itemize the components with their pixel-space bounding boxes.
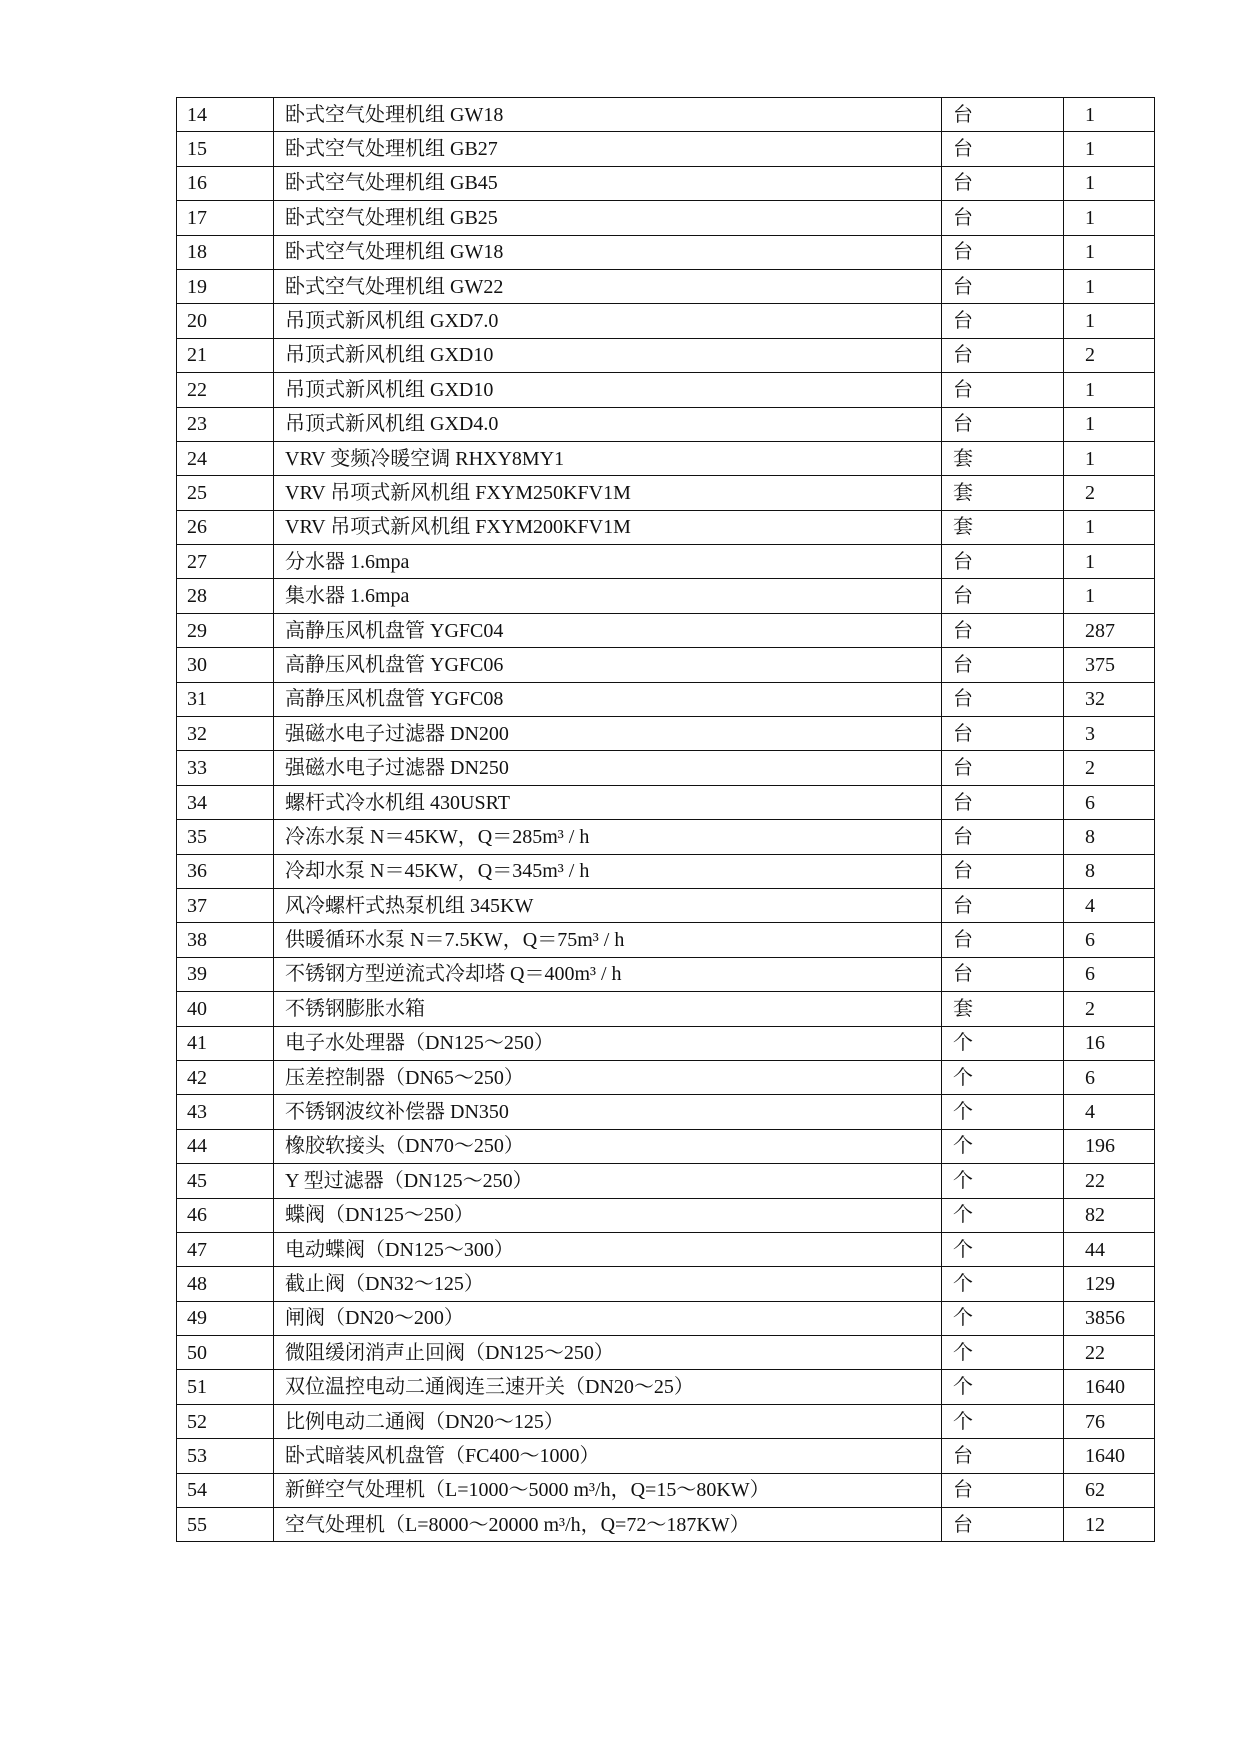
quantity-cell: 2: [1064, 751, 1155, 785]
table-row: [177, 1404, 1155, 1438]
unit-cell: 台: [942, 373, 1064, 407]
quantity-cell: 3856: [1064, 1301, 1155, 1335]
table-row: [177, 751, 1155, 785]
item-name-cell: 新鲜空气处理机（L=1000～5000 m³/h，Q=15～80KW）: [274, 1473, 942, 1507]
table-row: [177, 1060, 1155, 1094]
unit-cell: 套: [942, 476, 1064, 510]
unit-cell: 台: [942, 682, 1064, 716]
item-name-cell: 蝶阀（DN125～250）: [274, 1198, 942, 1232]
item-name-cell: VRV 吊项式新风机组 FXYM200KFV1M: [274, 510, 942, 544]
quantity-cell: 1: [1064, 441, 1155, 475]
quantity-cell: 196: [1064, 1129, 1155, 1163]
quantity-cell: 8: [1064, 854, 1155, 888]
row-number-cell: 47: [177, 1232, 274, 1266]
table-row: [177, 407, 1155, 441]
row-number-cell: 30: [177, 648, 274, 682]
table-row: [177, 648, 1155, 682]
table-row: [177, 201, 1155, 235]
quantity-cell: 6: [1064, 923, 1155, 957]
table-row: [177, 98, 1155, 132]
item-name-cell: 电动蝶阀（DN125～300）: [274, 1232, 942, 1266]
row-number-cell: 49: [177, 1301, 274, 1335]
item-name-cell: 集水器 1.6mpa: [274, 579, 942, 613]
quantity-cell: 4: [1064, 888, 1155, 922]
quantity-cell: 6: [1064, 1060, 1155, 1094]
table-row: [177, 717, 1155, 751]
unit-cell: 台: [942, 888, 1064, 922]
table-row: [177, 1370, 1155, 1404]
item-name-cell: 截止阀（DN32～125）: [274, 1267, 942, 1301]
item-name-cell: 冷冻水泵 N＝45KW，Q＝285m³ / h: [274, 820, 942, 854]
row-number-cell: 37: [177, 888, 274, 922]
row-number-cell: 54: [177, 1473, 274, 1507]
unit-cell: 台: [942, 304, 1064, 338]
quantity-cell: 2: [1064, 476, 1155, 510]
table-row: [177, 820, 1155, 854]
table-row: [177, 1439, 1155, 1473]
row-number-cell: 17: [177, 201, 274, 235]
item-name-cell: 分水器 1.6mpa: [274, 545, 942, 579]
table-row: [177, 1026, 1155, 1060]
table-row: [177, 854, 1155, 888]
table-row: [177, 441, 1155, 475]
table-row: [177, 579, 1155, 613]
row-number-cell: 29: [177, 613, 274, 647]
equipment-table-body: [177, 98, 1155, 1542]
item-name-cell: 卧式空气处理机组 GB45: [274, 166, 942, 200]
item-name-cell: 不锈钢方型逆流式冷却塔 Q＝400m³ / h: [274, 957, 942, 991]
table-row: [177, 166, 1155, 200]
row-number-cell: 50: [177, 1336, 274, 1370]
unit-cell: 台: [942, 717, 1064, 751]
row-number-cell: 39: [177, 957, 274, 991]
row-number-cell: 40: [177, 992, 274, 1026]
table-row: [177, 957, 1155, 991]
table-row: [177, 132, 1155, 166]
row-number-cell: 31: [177, 682, 274, 716]
row-number-cell: 51: [177, 1370, 274, 1404]
row-number-cell: 43: [177, 1095, 274, 1129]
unit-cell: 个: [942, 1267, 1064, 1301]
item-name-cell: Y 型过滤器（DN125～250）: [274, 1164, 942, 1198]
item-name-cell: 不锈钢膨胀水箱: [274, 992, 942, 1026]
unit-cell: 台: [942, 98, 1064, 132]
row-number-cell: 52: [177, 1404, 274, 1438]
table-row: [177, 613, 1155, 647]
quantity-cell: 1: [1064, 373, 1155, 407]
row-number-cell: 18: [177, 235, 274, 269]
unit-cell: 个: [942, 1370, 1064, 1404]
item-name-cell: 冷却水泵 N＝45KW，Q＝345m³ / h: [274, 854, 942, 888]
row-number-cell: 20: [177, 304, 274, 338]
quantity-cell: 6: [1064, 957, 1155, 991]
quantity-cell: 32: [1064, 682, 1155, 716]
unit-cell: 台: [942, 613, 1064, 647]
table-row: [177, 1267, 1155, 1301]
table-row: [177, 476, 1155, 510]
table-row: [177, 1095, 1155, 1129]
unit-cell: 台: [942, 820, 1064, 854]
item-name-cell: 双位温控电动二通阀连三速开关（DN20～25）: [274, 1370, 942, 1404]
row-number-cell: 36: [177, 854, 274, 888]
item-name-cell: 橡胶软接头（DN70～250）: [274, 1129, 942, 1163]
item-name-cell: 卧式空气处理机组 GW18: [274, 98, 942, 132]
unit-cell: 台: [942, 785, 1064, 819]
row-number-cell: 34: [177, 785, 274, 819]
table-row: [177, 510, 1155, 544]
quantity-cell: 1: [1064, 235, 1155, 269]
table-row: [177, 235, 1155, 269]
row-number-cell: 23: [177, 407, 274, 441]
table-row: [177, 269, 1155, 303]
unit-cell: 台: [942, 751, 1064, 785]
item-name-cell: VRV 变频冷暖空调 RHXY8MY1: [274, 441, 942, 475]
row-number-cell: 32: [177, 717, 274, 751]
table-row: [177, 304, 1155, 338]
quantity-cell: 1: [1064, 510, 1155, 544]
table-row: [177, 923, 1155, 957]
quantity-cell: 22: [1064, 1336, 1155, 1370]
unit-cell: 台: [942, 854, 1064, 888]
row-number-cell: 21: [177, 338, 274, 372]
item-name-cell: 吊顶式新风机组 GXD10: [274, 338, 942, 372]
unit-cell: 个: [942, 1232, 1064, 1266]
row-number-cell: 25: [177, 476, 274, 510]
quantity-cell: 8: [1064, 820, 1155, 854]
quantity-cell: 3: [1064, 717, 1155, 751]
unit-cell: 台: [942, 201, 1064, 235]
quantity-cell: 82: [1064, 1198, 1155, 1232]
item-name-cell: 卧式空气处理机组 GW18: [274, 235, 942, 269]
table-row: [177, 785, 1155, 819]
quantity-cell: 22: [1064, 1164, 1155, 1198]
unit-cell: 台: [942, 957, 1064, 991]
item-name-cell: 螺杆式冷水机组 430USRT: [274, 785, 942, 819]
unit-cell: 套: [942, 441, 1064, 475]
unit-cell: 个: [942, 1095, 1064, 1129]
item-name-cell: 比例电动二通阀（DN20～125）: [274, 1404, 942, 1438]
unit-cell: 个: [942, 1301, 1064, 1335]
item-name-cell: 高静压风机盘管 YGFC06: [274, 648, 942, 682]
item-name-cell: 压差控制器（DN65～250）: [274, 1060, 942, 1094]
row-number-cell: 28: [177, 579, 274, 613]
item-name-cell: 高静压风机盘管 YGFC04: [274, 613, 942, 647]
quantity-cell: 62: [1064, 1473, 1155, 1507]
row-number-cell: 38: [177, 923, 274, 957]
quantity-cell: 129: [1064, 1267, 1155, 1301]
item-name-cell: 强磁水电子过滤器 DN250: [274, 751, 942, 785]
item-name-cell: 卧式暗装风机盘管（FC400～1000）: [274, 1439, 942, 1473]
table-row: [177, 1232, 1155, 1266]
row-number-cell: 14: [177, 98, 274, 132]
unit-cell: 台: [942, 1508, 1064, 1542]
unit-cell: 台: [942, 407, 1064, 441]
item-name-cell: 电子水处理器（DN125～250）: [274, 1026, 942, 1060]
quantity-cell: 1: [1064, 201, 1155, 235]
unit-cell: 台: [942, 338, 1064, 372]
item-name-cell: 微阻缓闭消声止回阀（DN125～250）: [274, 1336, 942, 1370]
quantity-cell: 1640: [1064, 1370, 1155, 1404]
table-row: [177, 1198, 1155, 1232]
unit-cell: 台: [942, 132, 1064, 166]
quantity-cell: 2: [1064, 338, 1155, 372]
quantity-cell: 2: [1064, 992, 1155, 1026]
row-number-cell: 41: [177, 1026, 274, 1060]
unit-cell: 个: [942, 1026, 1064, 1060]
table-row: [177, 1164, 1155, 1198]
table-row: [177, 888, 1155, 922]
item-name-cell: VRV 吊项式新风机组 FXYM250KFV1M: [274, 476, 942, 510]
unit-cell: 个: [942, 1060, 1064, 1094]
row-number-cell: 15: [177, 132, 274, 166]
quantity-cell: 1: [1064, 545, 1155, 579]
item-name-cell: 吊顶式新风机组 GXD10: [274, 373, 942, 407]
item-name-cell: 供暖循环水泵 N＝7.5KW，Q＝75m³ / h: [274, 923, 942, 957]
item-name-cell: 高静压风机盘管 YGFC08: [274, 682, 942, 716]
row-number-cell: 53: [177, 1439, 274, 1473]
equipment-table: [176, 97, 1155, 1542]
unit-cell: 个: [942, 1404, 1064, 1438]
item-name-cell: 不锈钢波纹补偿器 DN350: [274, 1095, 942, 1129]
unit-cell: 个: [942, 1164, 1064, 1198]
table-row: [177, 1508, 1155, 1542]
table-row: [177, 1129, 1155, 1163]
unit-cell: 个: [942, 1198, 1064, 1232]
row-number-cell: 55: [177, 1508, 274, 1542]
item-name-cell: 空气处理机（L=8000～20000 m³/h，Q=72～187KW）: [274, 1508, 942, 1542]
quantity-cell: 1: [1064, 407, 1155, 441]
row-number-cell: 46: [177, 1198, 274, 1232]
quantity-cell: 12: [1064, 1508, 1155, 1542]
table-row: [177, 545, 1155, 579]
row-number-cell: 42: [177, 1060, 274, 1094]
table-row: [177, 373, 1155, 407]
quantity-cell: 1: [1064, 579, 1155, 613]
quantity-cell: 76: [1064, 1404, 1155, 1438]
item-name-cell: 吊顶式新风机组 GXD4.0: [274, 407, 942, 441]
row-number-cell: 16: [177, 166, 274, 200]
item-name-cell: 闸阀（DN20～200）: [274, 1301, 942, 1335]
item-name-cell: 吊顶式新风机组 GXD7.0: [274, 304, 942, 338]
table-row: [177, 682, 1155, 716]
table-row: [177, 1336, 1155, 1370]
quantity-cell: 44: [1064, 1232, 1155, 1266]
quantity-cell: 16: [1064, 1026, 1155, 1060]
row-number-cell: 22: [177, 373, 274, 407]
row-number-cell: 24: [177, 441, 274, 475]
unit-cell: 台: [942, 269, 1064, 303]
quantity-cell: 375: [1064, 648, 1155, 682]
row-number-cell: 19: [177, 269, 274, 303]
unit-cell: 套: [942, 992, 1064, 1026]
item-name-cell: 卧式空气处理机组 GB27: [274, 132, 942, 166]
table-row: [177, 992, 1155, 1026]
unit-cell: 台: [942, 1439, 1064, 1473]
row-number-cell: 35: [177, 820, 274, 854]
quantity-cell: 4: [1064, 1095, 1155, 1129]
unit-cell: 套: [942, 510, 1064, 544]
row-number-cell: 44: [177, 1129, 274, 1163]
row-number-cell: 33: [177, 751, 274, 785]
table-row: [177, 1473, 1155, 1507]
unit-cell: 台: [942, 166, 1064, 200]
quantity-cell: 287: [1064, 613, 1155, 647]
unit-cell: 个: [942, 1336, 1064, 1370]
quantity-cell: 1: [1064, 269, 1155, 303]
item-name-cell: 卧式空气处理机组 GB25: [274, 201, 942, 235]
quantity-cell: 1: [1064, 166, 1155, 200]
unit-cell: 台: [942, 579, 1064, 613]
unit-cell: 台: [942, 1473, 1064, 1507]
unit-cell: 台: [942, 235, 1064, 269]
unit-cell: 台: [942, 545, 1064, 579]
quantity-cell: 1640: [1064, 1439, 1155, 1473]
unit-cell: 台: [942, 648, 1064, 682]
quantity-cell: 1: [1064, 132, 1155, 166]
row-number-cell: 45: [177, 1164, 274, 1198]
quantity-cell: 1: [1064, 98, 1155, 132]
quantity-cell: 6: [1064, 785, 1155, 819]
unit-cell: 个: [942, 1129, 1064, 1163]
table-row: [177, 338, 1155, 372]
table-row: [177, 1301, 1155, 1335]
item-name-cell: 风冷螺杆式热泵机组 345KW: [274, 888, 942, 922]
item-name-cell: 卧式空气处理机组 GW22: [274, 269, 942, 303]
quantity-cell: 1: [1064, 304, 1155, 338]
row-number-cell: 27: [177, 545, 274, 579]
item-name-cell: 强磁水电子过滤器 DN200: [274, 717, 942, 751]
row-number-cell: 26: [177, 510, 274, 544]
row-number-cell: 48: [177, 1267, 274, 1301]
unit-cell: 台: [942, 923, 1064, 957]
